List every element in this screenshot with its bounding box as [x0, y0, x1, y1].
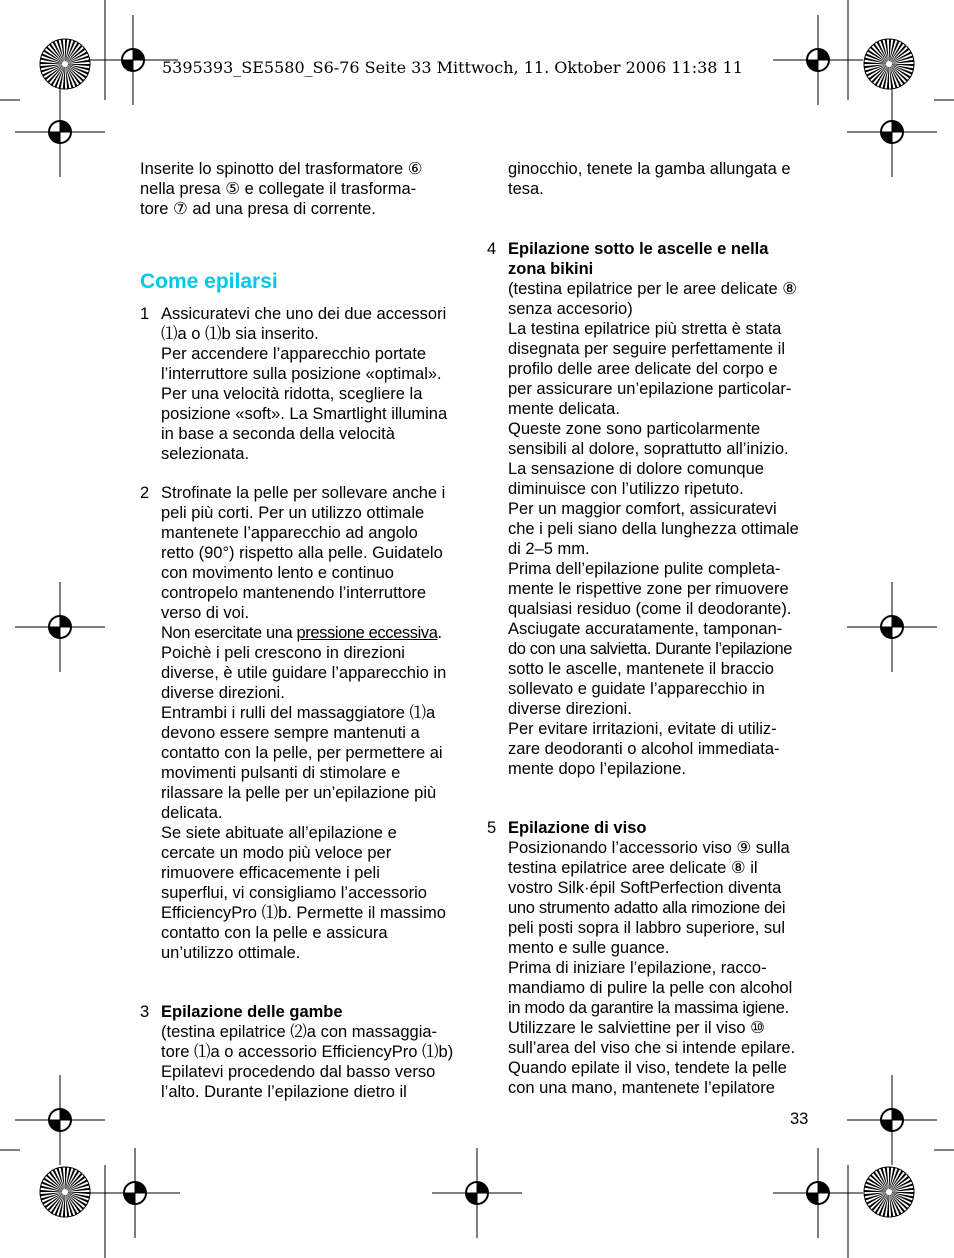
step-number: 1 [140, 305, 150, 323]
step-number: 2 [140, 484, 150, 502]
step-3: 3 Epilazione delle gambe (testina epilatrice ⑵a con massaggia- tore ⑴a o accessorio EfficiencyPro ⑴b) Epilatevi procedendo dal basso verso l’alto. Durante l’epilazione dietro il [140, 1002, 470, 1102]
intro-paragraph: Inserite lo spinotto del trasformatore ⑥ nella presa ⑤ e collegate il trasforma- tore ⑦ ad una presa di corrente. [140, 160, 423, 218]
step-title: Epilazione delle gambe [161, 1003, 343, 1021]
step-1: 1 Assicuratevi che uno dei due accessori ⑴a o ⑴b sia inserito. Per accendere l’apparecchio portate l’interruttore sulla posizione «optimal». Per una velocità ridotta, scegliere la posizione «soft». La Smartlight illumina in base a seconda della velocità selezionata. [140, 305, 448, 463]
print-slug-header: 5395393_SE5580_S6-76 Seite 33 Mittwoch, 11. Oktober 2006 11:38 11 [162, 58, 743, 77]
step-4: 4 Epilazione sotto le ascelle e nella zona bikini (testina epilatrice per le aree delicate ⑧ senza accesorio) La testina epilatrice più stretta è stata disegnata per seguire perfettamente il profilo delle aree delicate del corpo e per assicurare un’epilazione particolar- mente delicata. Queste zone sono particolarmente sensibili al dolore, soprattutto all’inizio. La sensazione di dolore comunque diminuisce con l’utilizzo ripetuto. Per un maggior comfort, assicuratevi che i peli siano della lunghezza ottimale di 2–5 mm. Prima dell’epilazione pulite completa- mente le rispettive zone per rimuovere qualsiasi residuo (come il deodorante). Asciugate accuratamente, tamponan- do con una salvietta. Durante l’epilazione sotto le ascelle, mantenete il braccio sollevato e guidate l’apparecchio in diverse direzioni. Per evitare irritazioni, evitate di utiliz- zare deodoranti o alcohol immediata- mente dopo l’epilazione. [487, 239, 817, 779]
starburst-icon [886, 1189, 892, 1195]
step-number: 3 [140, 1003, 150, 1021]
left-column [140, 159, 470, 1102]
step-number: 5 [487, 819, 497, 837]
pressure-warning: Non esercitate una pressione eccessiva. [161, 624, 442, 642]
starburst-icon [62, 61, 68, 67]
step-title: Epilazione sotto le ascelle e nella [508, 240, 769, 258]
starburst-icon [62, 1189, 68, 1195]
right-column [487, 159, 817, 1098]
section-heading: Come epilarsi [140, 270, 278, 293]
step-5: 5 Epilazione di viso Posizionando l’accessorio viso ⑨ sulla testina epilatrice aree delicate ⑧ il vostro Silk·épil SoftPerfection diventa uno strumento adatto alla rimozione dei peli posti sopra il labbro superiore, sul mento e sulle guance. Prima di iniziare l’epilazione, racco- mandiamo di pulire la pelle con alcohol in modo da garantire la massima igiene. Utilizzare le salviettine per il viso ⑩ sull’area del viso che si intende epilare. Quando epilate il viso, tendete la pelle con una mano, mantenete l’epilatore [487, 818, 817, 1098]
starburst-icon [886, 61, 892, 67]
step-title: Epilazione di viso [508, 819, 647, 837]
pressure-warning-underlined: pressione eccessiva [296, 624, 438, 642]
continued-paragraph: ginocchio, tenete la gamba allungata e tesa. [508, 160, 791, 198]
step-title: zona bikini [508, 260, 594, 278]
step-number: 4 [487, 240, 497, 258]
step-2: 2 Strofinate la pelle per sollevare anche i peli più corti. Per un utilizzo ottimale mantenete l’apparecchio ad angolo retto (90°) rispetto alla pelle. Guidatelo con movimento lento e continuo contropelo mantenendo l’interruttore verso di voi. Non esercitate una pressione eccessiva. Poichè i peli crescono in direzioni diverse, è utile guidare l’apparecchio in diverse direzioni. Entrambi i rulli del massaggiatore ⑴a devono essere sempre mantenuti a contatto con la pelle, per permettere ai movimenti pulsanti di stimolare e rilassare la pelle per un’epilazione più delicata. Se siete abituate all’epilazione e cercate un modo più veloce per rimuovere efficacemente i peli superflui, vi consigliamo l’accessorio EfficiencyPro ⑴b. Permette il massimo contatto con la pelle e assicura un’utilizzo ottimale. [140, 483, 470, 963]
page-number: 33 [790, 1110, 809, 1128]
